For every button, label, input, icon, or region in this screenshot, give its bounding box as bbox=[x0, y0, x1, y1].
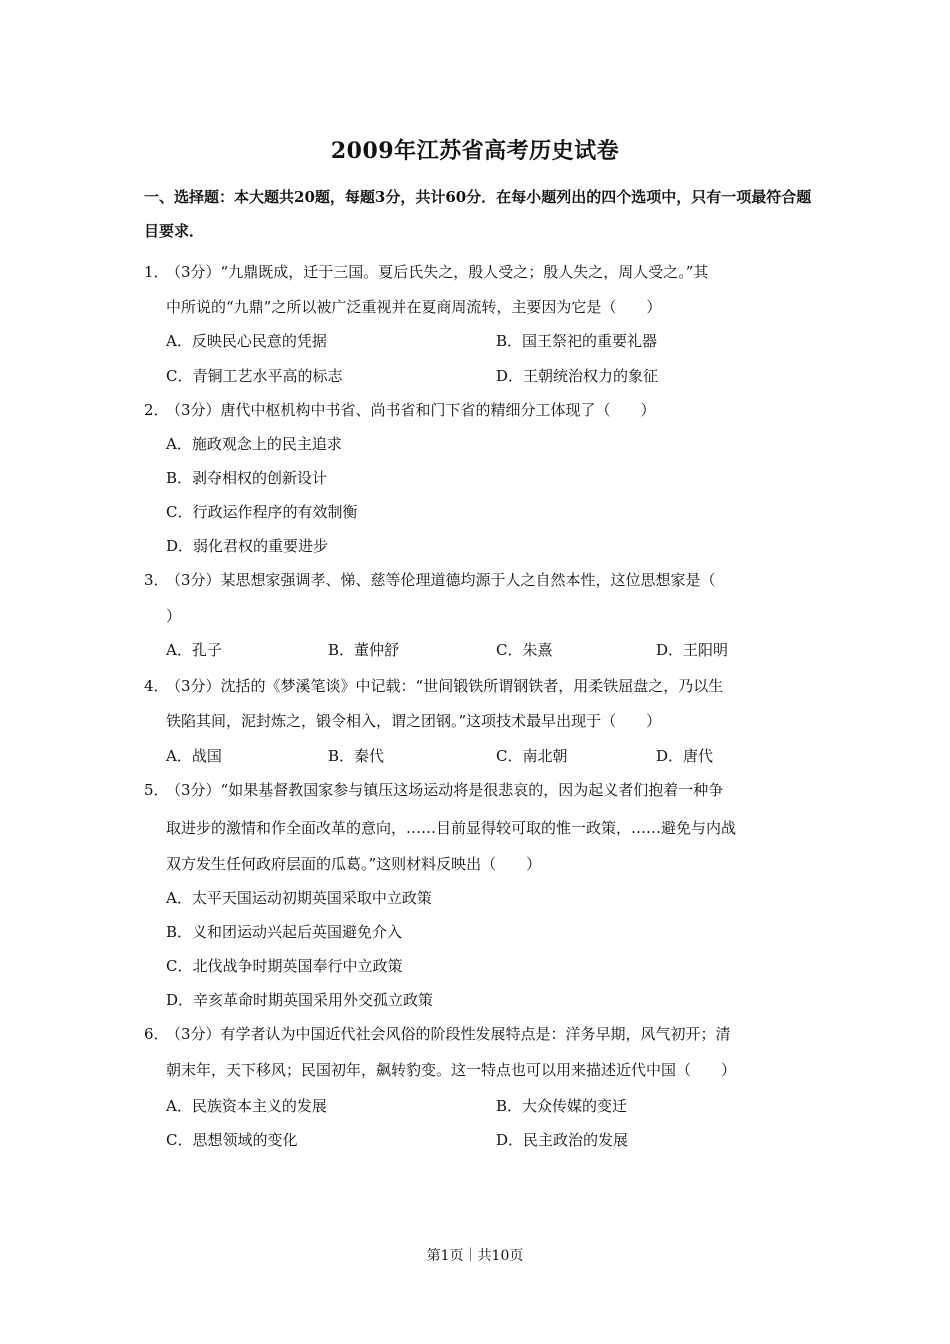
q3-stem-line-2: ） bbox=[166, 607, 182, 625]
q2-option-a[interactable]: A．施政观念上的民主追求 bbox=[166, 435, 342, 453]
q5-option-c[interactable]: C．北伐战争时期英国奉行中立政策 bbox=[166, 957, 403, 975]
q1-option-c[interactable]: C．青铜工艺水平高的标志 bbox=[166, 367, 343, 385]
q1-number: 1． bbox=[144, 263, 169, 281]
q5-stem-line-2: 取进步的激情和作全面改革的意向，……目前显得较可取的惟一政策，……避免与内战 bbox=[166, 819, 737, 837]
q4-number: 4． bbox=[144, 677, 169, 695]
q1-stem-line-2: 中所说的“九鼎”之所以被广泛重视并在夏商周流转，主要因为它是（ ） bbox=[166, 298, 662, 316]
q3-option-a[interactable]: A．孔子 bbox=[166, 641, 222, 659]
q5-option-b[interactable]: B．义和团运动兴起后英国避免介入 bbox=[166, 923, 403, 941]
q3-option-c[interactable]: C．朱熹 bbox=[496, 641, 553, 659]
page-footer: 第1页｜共10页 bbox=[426, 1248, 524, 1264]
q6-stem-line-1: （3分）有学者认为中国近代社会风俗的阶段性发展特点是：洋务早期，风气初开；清 bbox=[166, 1025, 731, 1043]
q4-stem-line-1: （3分）沈括的《梦溪笔谈》中记载：“世间锻铁所谓钢铁者，用柔铁屈盘之，乃以生 bbox=[166, 677, 724, 695]
q6-option-b[interactable]: B．大众传媒的变迁 bbox=[496, 1097, 628, 1115]
q3-option-b[interactable]: B．董仲舒 bbox=[328, 641, 400, 659]
q1-stem-line-1: （3分）“九鼎既成，迁于三国。夏后氏失之，殷人受之；殷人失之，周人受之。”其 bbox=[166, 263, 709, 281]
q4-option-b[interactable]: B．秦代 bbox=[328, 747, 385, 765]
q6-option-a[interactable]: A．民族资本主义的发展 bbox=[166, 1097, 327, 1115]
q6-option-d[interactable]: D．民主政治的发展 bbox=[496, 1131, 629, 1149]
q5-number: 5． bbox=[144, 781, 169, 799]
q4-option-d[interactable]: D．唐代 bbox=[656, 747, 714, 765]
q1-option-b[interactable]: B．国王祭祀的重要礼器 bbox=[496, 332, 658, 350]
q5-stem-line-3: 双方发生任何政府层面的瓜葛。”这则材料反映出（ ） bbox=[166, 855, 542, 873]
q2-stem-line-1: （3分）唐代中枢机构中书省、尚书省和门下省的精细分工体现了（ ） bbox=[166, 401, 656, 419]
q5-option-d[interactable]: D．辛亥革命时期英国采用外交孤立政策 bbox=[166, 991, 434, 1009]
q4-option-a[interactable]: A．战国 bbox=[166, 747, 222, 765]
q1-option-d[interactable]: D．王朝统治权力的象征 bbox=[496, 367, 659, 385]
q2-option-b[interactable]: B．剥夺相权的创新设计 bbox=[166, 469, 328, 487]
page-title: 2009年江苏省高考历史试卷 bbox=[330, 138, 620, 164]
q4-stem-line-2: 铁陷其间，泥封炼之，锻令相入，谓之团钢。”这项技术最早出现于（ ） bbox=[166, 712, 662, 730]
section-heading: 一、选择题：本大题共20题，每题3分，共计60分．在每小题列出的四个选项中，只有一项最符合题目要求． bbox=[144, 188, 812, 240]
q5-option-a[interactable]: A．太平天国运动初期英国采取中立政策 bbox=[166, 889, 432, 907]
q2-number: 2． bbox=[144, 401, 169, 419]
q3-number: 3． bbox=[144, 571, 169, 589]
q2-option-d[interactable]: D．弱化君权的重要进步 bbox=[166, 537, 329, 555]
q1-option-a[interactable]: A．反映民心民意的凭据 bbox=[166, 332, 327, 350]
q5-stem-line-1: （3分）“如果基督教国家参与镇压这场运动将是很悲哀的，因为起义者们抱着一种争 bbox=[166, 781, 724, 799]
q6-option-c[interactable]: C．思想领域的变化 bbox=[166, 1131, 298, 1149]
q6-stem-line-2: 朝末年，天下移风；民国初年，飙转豹变。这一特点也可以用来描述近代中国（ ） bbox=[166, 1061, 737, 1079]
q3-stem-line-1: （3分）某思想家强调孝、悌、慈等伦理道德均源于人之自然本性，这位思想家是（ bbox=[166, 571, 716, 589]
q6-number: 6． bbox=[144, 1025, 169, 1043]
q4-option-c[interactable]: C．南北朝 bbox=[496, 747, 568, 765]
q2-option-c[interactable]: C．行政运作程序的有效制衡 bbox=[166, 503, 358, 521]
q3-option-d[interactable]: D．王阳明 bbox=[656, 641, 729, 659]
